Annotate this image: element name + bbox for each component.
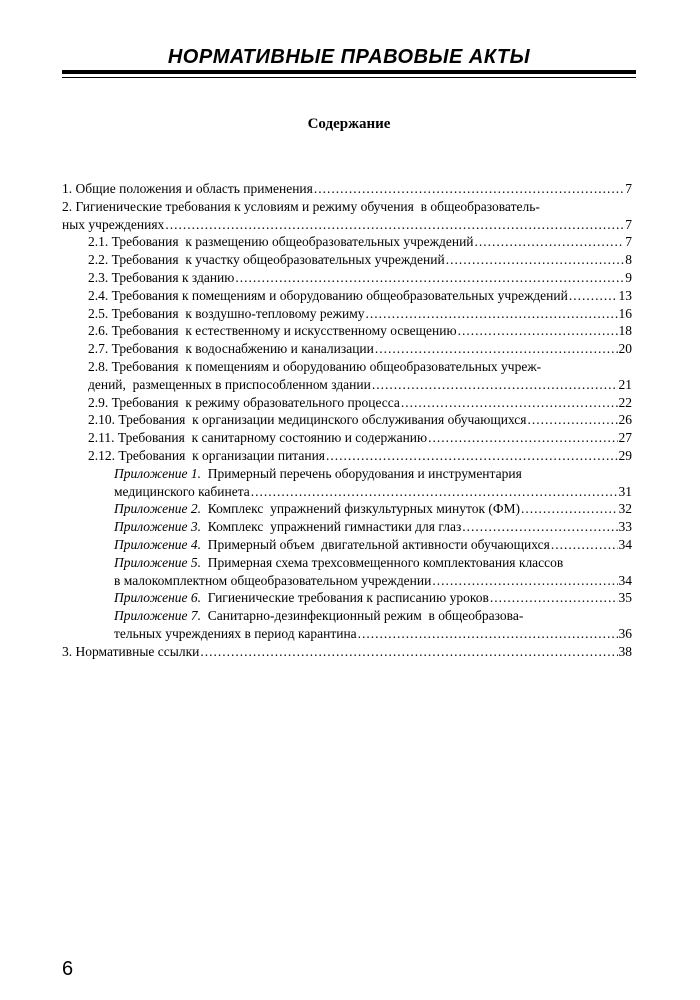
table-of-contents — [62, 180, 632, 661]
toc-page-number: 18 — [618, 323, 632, 339]
toc-page-number: 22 — [618, 394, 632, 410]
toc-entry-text: 2.7. Требования к водоснабжению и канализации — [88, 341, 374, 357]
toc-leader-dots — [551, 536, 618, 554]
toc-leader-dots — [235, 269, 624, 287]
toc-page-number: 8 — [625, 252, 632, 268]
toc-page-number: 34 — [618, 572, 632, 588]
toc-entry[interactable] — [88, 429, 632, 447]
toc-entry-line — [62, 216, 632, 234]
toc-page-number: 35 — [618, 590, 632, 606]
toc-appendix-label: Приложение 5. — [114, 554, 202, 570]
toc-entry-text: 2.3. Требования к зданию — [88, 269, 235, 285]
toc-leader-dots — [521, 500, 617, 518]
page-number: 6 — [62, 958, 74, 980]
running-header-title: НОРМАТИВНЫЕ ПРАВОВЫЕ АКТЫ — [167, 46, 531, 68]
toc-entry-text: 3. Нормативные ссылки — [62, 643, 200, 659]
toc-entry-text: Комплекс упражнений физкультурных минуток (ФМ) — [201, 501, 521, 517]
toc-leader-dots — [401, 394, 618, 412]
toc-page-number: 20 — [618, 341, 632, 357]
toc-entry-line — [62, 180, 632, 198]
toc-appendix-label: Приложение 2. — [114, 501, 202, 517]
toc-page-number: 7 — [625, 234, 632, 250]
toc-page-number: 36 — [618, 625, 632, 641]
toc-entry-line — [114, 589, 632, 607]
toc-entry[interactable] — [88, 411, 632, 429]
toc-entry-line — [114, 536, 632, 554]
toc-entry-text: 2.11. Требования к санитарному состоянию и содержанию — [88, 430, 428, 446]
toc-entry[interactable] — [88, 305, 632, 323]
toc-entry-line — [114, 572, 632, 590]
toc-entry[interactable] — [88, 287, 632, 305]
toc-leader-dots — [375, 340, 618, 358]
toc-entry-text: тельных учреждениях в период карантина — [114, 625, 357, 641]
toc-entry-text: 2.2. Требования к участку общеобразовательных учреждений — [88, 252, 445, 268]
toc-leader-dots — [165, 216, 624, 234]
toc-entry-line — [88, 322, 632, 340]
toc-appendix-label: Приложение 6. — [114, 590, 202, 606]
toc-page-number: 7 — [625, 216, 632, 232]
toc-leader-dots — [458, 322, 618, 340]
toc-entry[interactable] — [88, 358, 632, 394]
toc-entry-text: 2.8. Требования к помещениям и оборудованию общеобразовательных учреж- — [88, 358, 542, 374]
toc-leader-dots — [251, 483, 618, 501]
toc-entry-line — [88, 411, 632, 429]
toc-entry[interactable] — [114, 536, 632, 554]
toc-entry-text: 1. Общие положения и область применения — [62, 181, 313, 196]
toc-entry[interactable] — [114, 589, 632, 607]
toc-entry-first-line — [114, 554, 632, 572]
toc-leader-dots — [326, 447, 617, 465]
toc-entry-line — [114, 483, 632, 501]
toc-entry-text: в малокомплектном общеобразовательном учреждении — [114, 572, 432, 588]
toc-entry-text: ных учреждениях — [62, 216, 165, 232]
toc-leader-dots — [475, 233, 625, 251]
header-rule-thin — [62, 77, 636, 78]
toc-entry-text: 2.4. Требования к помещениям и оборудованию общеобразовательных учреждений — [88, 287, 568, 303]
toc-page-number: 16 — [618, 305, 632, 321]
toc-entry-line — [88, 233, 632, 251]
toc-entry[interactable] — [88, 251, 632, 269]
toc-entry-line — [114, 518, 632, 536]
toc-entry[interactable] — [88, 322, 632, 340]
toc-page-number: 13 — [618, 287, 632, 303]
toc-entry[interactable] — [114, 465, 632, 501]
toc-page-number: 7 — [625, 181, 632, 196]
toc-leader-dots — [366, 305, 618, 323]
toc-page-number: 29 — [618, 447, 632, 463]
toc-entry-line — [88, 376, 632, 394]
toc-entry[interactable] — [114, 554, 632, 590]
toc-entry-text: Комплекс упражнений гимнастики для глаз — [201, 519, 462, 535]
toc-entry[interactable] — [114, 518, 632, 536]
toc-entry-line — [114, 625, 632, 643]
toc-entry-text: 2. Гигиенические требования к условиям и режиму обучения в общеобразователь- — [62, 198, 540, 214]
toc-entry-line — [88, 287, 632, 305]
toc-page-number: 31 — [618, 483, 632, 499]
toc-entry[interactable] — [88, 233, 632, 251]
toc-leader-dots — [446, 251, 625, 269]
toc-appendix-label: Приложение 7. — [114, 608, 202, 624]
toc-page-number: 34 — [618, 536, 632, 552]
toc-entry-text: 2.9. Требования к режиму образовательного процесса — [88, 394, 400, 410]
toc-appendix-label: Приложение 4. — [114, 536, 202, 552]
toc-entry-line — [114, 500, 632, 518]
toc-entry-line — [88, 305, 632, 323]
toc-leader-dots — [432, 572, 617, 590]
toc-page-number: 21 — [618, 376, 632, 392]
toc-entry-line — [88, 394, 632, 412]
toc-entry[interactable] — [62, 198, 632, 234]
toc-leader-dots — [428, 429, 617, 447]
toc-page-number: 27 — [618, 430, 632, 446]
toc-title: Содержание — [307, 116, 391, 132]
toc-leader-dots — [314, 180, 624, 198]
toc-appendix-label: Приложение 3. — [114, 519, 202, 535]
toc-entry[interactable] — [88, 447, 632, 465]
toc-entry-text: Примерная схема трехсовмещенного комплектования классов — [201, 554, 564, 570]
toc-entry-text: 2.10. Требования к организации медицинского обслуживания обучающихся — [88, 412, 527, 428]
toc-entry-line — [62, 643, 632, 661]
header-rule-thick — [62, 70, 636, 74]
toc-entry[interactable] — [88, 269, 632, 287]
toc-entry[interactable] — [88, 394, 632, 412]
toc-leader-dots — [358, 625, 618, 643]
toc-leader-dots — [569, 287, 618, 305]
toc-entry[interactable] — [62, 180, 632, 198]
toc-page-number: 9 — [625, 269, 632, 285]
toc-leader-dots — [462, 518, 617, 536]
toc-leader-dots — [490, 589, 618, 607]
toc-page-number: 38 — [618, 643, 632, 659]
toc-entry-text: медицинского кабинета — [114, 483, 250, 499]
toc-leader-dots — [200, 643, 617, 661]
toc-entry-first-line — [62, 198, 632, 216]
toc-page-number: 32 — [618, 501, 632, 517]
toc-entry-text: 2.1. Требования к размещению общеобразовательных учреждений — [88, 234, 474, 250]
toc-entry-text: Санитарно-дезинфекционный режим в общеобразова- — [201, 608, 524, 624]
toc-leader-dots — [528, 411, 618, 429]
toc-entry-first-line — [88, 358, 632, 376]
toc-entry-line — [88, 340, 632, 358]
toc-entry-first-line — [114, 465, 632, 483]
toc-entry-text: 2.12. Требования к организации питания — [88, 447, 326, 463]
toc-entry-text: дений, размещенных в приспособленном здании — [88, 376, 371, 392]
toc-entry-text: 2.6. Требования к естественному и искусственному освещению — [88, 323, 457, 339]
toc-entry[interactable] — [114, 500, 632, 518]
toc-page-number: 26 — [618, 412, 632, 428]
toc-entry-text: Гигиенические требования к расписанию уроков — [201, 590, 489, 606]
toc-entry[interactable] — [114, 607, 632, 643]
toc-page-number: 33 — [618, 519, 632, 535]
toc-entry-line — [88, 429, 632, 447]
toc-entry-line — [88, 251, 632, 269]
toc-entry-text: 2.5. Требования к воздушно-тепловому режиму — [88, 305, 365, 321]
toc-entry[interactable] — [88, 340, 632, 358]
toc-appendix-label: Приложение 1. — [114, 465, 202, 481]
toc-entry-line — [88, 269, 632, 287]
toc-entry-text: Примерный объем двигательной активности обучающихся — [201, 536, 550, 552]
toc-leader-dots — [372, 376, 618, 394]
toc-entry-line — [88, 447, 632, 465]
toc-entry[interactable] — [62, 643, 632, 661]
toc-entry-first-line — [114, 607, 632, 625]
toc-entry-text: Примерный перечень оборудования и инструментария — [201, 465, 522, 481]
